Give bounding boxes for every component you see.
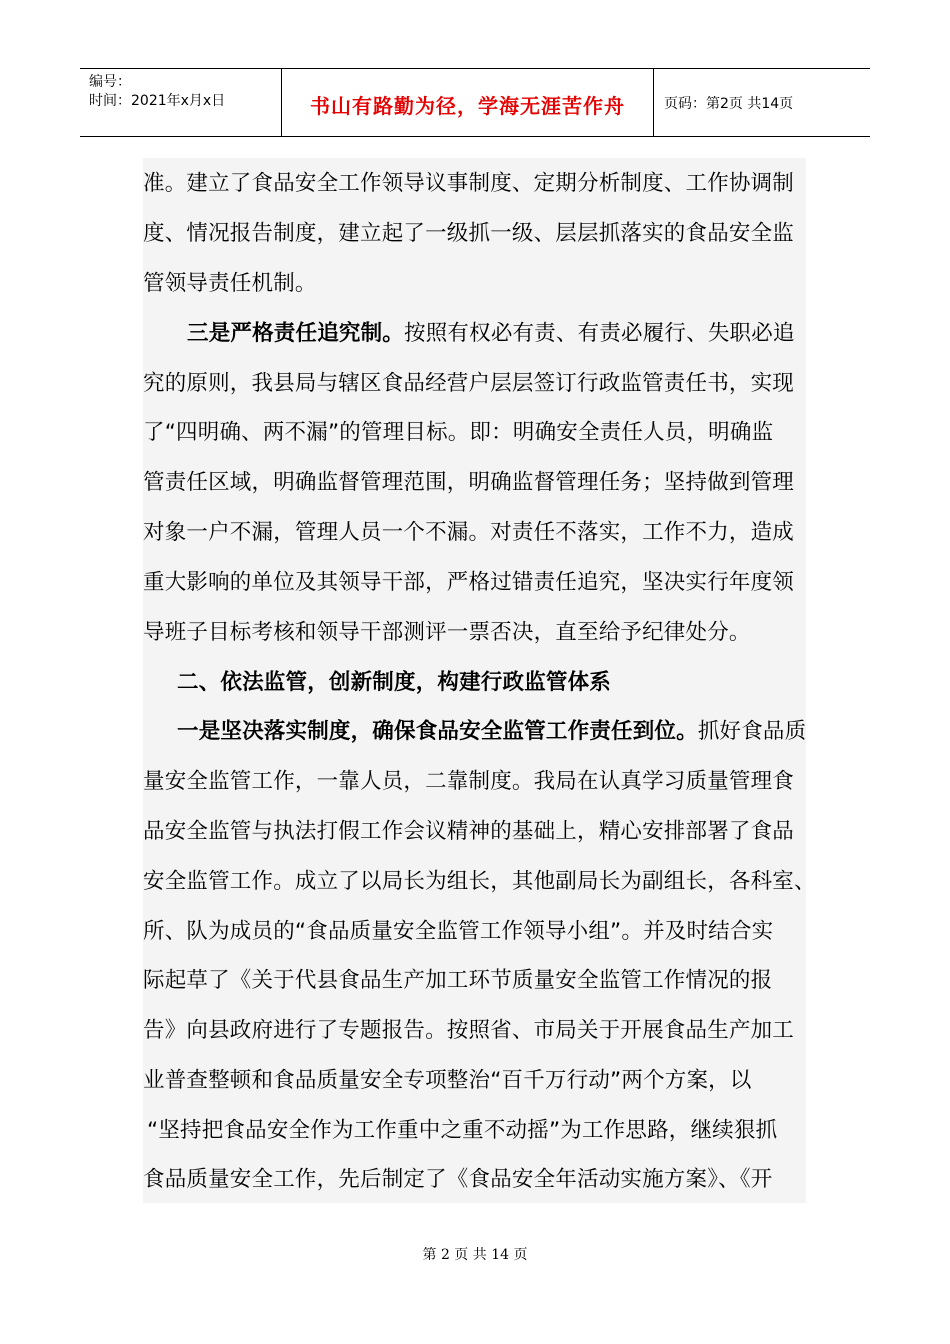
footer-page-number: 第 2 页 共 14 页 [422,1247,528,1263]
body-line: 了“四明确、两不漏”的管理目标。即：明确安全责任人员，明确监 [143,420,774,445]
body-line: 三是严格责任追究制。按照有权必有责、有责必履行、失职必追 [187,321,795,346]
motto: 书山有路勤为径，学海无涯苦作舟 [310,94,625,118]
body-line: 安全监管工作。成立了以局长为组长，其他副局长为副组长，各科室、 [143,869,816,894]
body-line: 所、队为成员的“食品质量安全监管工作领导小组”。并及时结合实 [143,919,774,944]
body-line: 量安全监管工作，一靠人员，二靠制度。我局在认真学习质量管理食 [143,769,795,794]
document-body [143,158,816,1203]
bold-lead: 一是坚决落实制度，确保食品安全监管工作责任到位。 [177,719,698,744]
header-page-info-cell [654,69,870,136]
body-line: “坚持把食品安全作为工作重中之重不动摇”为工作思路，继续狠抓 [147,1118,778,1143]
body-line: 对象一户不漏，管理人员一个不漏。对责任不落实，工作不力，造成 [143,520,795,545]
body-line: 一是坚决落实制度，确保食品安全监管工作责任到位。抓好食品质 [177,719,807,744]
body-line: 管责任区域，明确监督管理范围，明确监督管理任务；坚持做到管理 [143,470,795,495]
body-line: 告》向县政府进行了专题报告。按照省、市局关于开展食品生产加工 [143,1018,795,1043]
body-line: 重大影响的单位及其领导干部，严格过错责任追究，坚决实行年度领 [143,570,795,595]
body-line: 准。建立了食品安全工作领导议事制度、定期分析制度、工作协调制 [143,171,795,196]
body-line: 品安全监管与执法打假工作会议精神的基础上，精心安排部署了食品 [143,819,795,844]
time-label: 时间：2021年x月x日 [89,93,226,109]
body-line: 际起草了《关于代县食品生产加工环节质量安全监管工作情况的报 [143,968,773,993]
body-line: 究的原则，我县局与辖区食品经营户层层签订行政监管责任书，实现 [143,371,795,396]
body-line: 管领导责任机制。 [143,271,317,296]
body-line: 度、情况报告制度，建立起了一级抓一级、层层抓落实的食品安全监 [143,221,795,246]
page-header [80,68,870,137]
bold-lead: 三是严格责任追究制。 [187,321,405,346]
section-heading: 二、依法监管，创新制度，构建行政监管体系 [177,670,612,695]
body-line: 食品质量安全工作，先后制定了《食品安全年活动实施方案》、《开 [143,1167,773,1192]
header-meta [80,69,282,136]
page-footer [0,1244,950,1264]
body-line: 导班子目标考核和领导干部测评一票否决，直至给予纪律处分。 [143,620,751,645]
body-line: 业普查整顿和食品质量安全专项整治“百千万行动”两个方案，以 [143,1068,752,1093]
page-info: 页码：第2页 共14页 [664,95,794,112]
header-motto-cell [282,69,654,136]
number-label: 编号： [89,74,131,90]
